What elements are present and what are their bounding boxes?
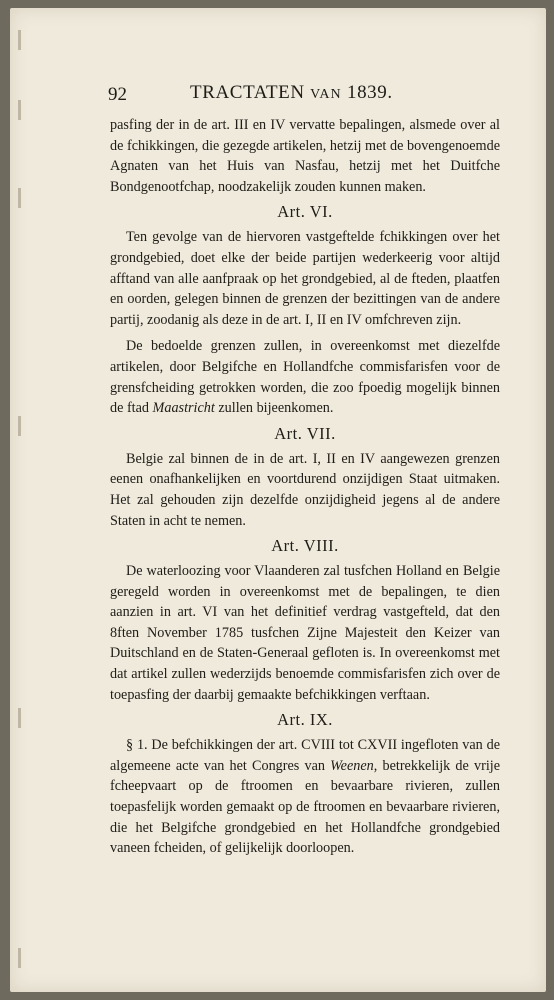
title-prefix: TRACTATEN — [190, 82, 305, 103]
margin-mark — [18, 948, 21, 968]
title-year: 1839. — [346, 82, 393, 103]
article-heading-vii: Art. VII. — [274, 423, 336, 443]
title-small: VAN — [310, 87, 342, 102]
paragraph: De waterloozing voor Vlaanderen zal tusfchen Holland en Belgie geregeld worden in overeenkomst met de bepalingen, te dien aanzien in art. VI van het definitief verdrag vastgefteld, dat den 8ften November 1785 tusfchen Zijne Majesteit den Keizer van Duitschland en de Staten-Generaal gefloten is. In overeenkomst met dat artikel zullen wederzijds benoemde commisfarisfen zich over de toepasfing der daarbij gemaakte befchikkingen verftaan. — [110, 563, 500, 703]
text-run: § 1. De befchikkingen der art. CVIII tot CXVII ingefloten van de algemeene acte van het Congres van — [110, 737, 500, 774]
italic-place-name: Maastricht — [152, 400, 215, 417]
italic-place-name: Weenen — [330, 757, 374, 774]
margin-mark — [18, 708, 21, 728]
article-heading-ix: Art. IX. — [277, 710, 333, 730]
page-number: 92 — [108, 84, 127, 105]
running-title — [190, 82, 393, 104]
paragraph: Ten gevolge van de hiervoren vastgeftelde fchikkingen over het grondgebied, doet elke der beide partijen wederkeerig voor altijd afftand van alle aanfpraak op het grondgebied, al de fteden, plaatfen en oorden, gelegen binnen de grenzen der bezittingen van de andere partij, zoodanig als deze in de art. I, II en IV omfchreven zijn. — [110, 229, 500, 328]
article-heading-vi: Art. VI. — [277, 202, 333, 222]
page-body — [110, 115, 500, 859]
margin-mark — [18, 100, 21, 120]
margin-mark — [18, 30, 21, 50]
paragraph — [110, 735, 500, 859]
paragraph — [110, 336, 500, 418]
text-run: De bedoelde grenzen zullen, in overeenkomst met diezelfde artikelen, door Belgifche en Hollandfche commisfarisfen voor de grensfcheiding getrokken worden, die zoo fpoedig mogelijk binnen de ftad — [110, 338, 500, 417]
article-heading-viii: Art. VIII. — [271, 536, 339, 556]
margin-mark — [18, 188, 21, 208]
text-run: zullen bijeenkomen. — [218, 400, 334, 417]
running-header — [108, 82, 508, 108]
paragraph: pasfing der in de art. III en IV vervatte bepalingen, alsmede over al de fchikkingen, die gezegde artikelen, hetzij met de bovengenoemde Agnaten van het Huis van Nasfau, hetzij met het Duitfche Bondgenootfchap, noodzakelijk zouden kunnen maken. — [110, 117, 500, 195]
paragraph: Belgie zal binnen de in de art. I, II en IV aangewezen grenzen eenen onafhankelijken en voortdurend onzijdigen Staat uitmaken. Het zal gehouden zijn dezelfde onzijdigheid jegens al de andere Staten in acht te nemen. — [110, 450, 500, 529]
margin-mark — [18, 416, 21, 436]
text-run: , betrekkelijk de vrije fcheepvaart op de ftroomen en bevaarbare rivieren, zullen toepasfelijk worden gemaakt op de ftroomen en bevaarbare rivieren, die het Belgifche grondgebied en het Hollandfche grondgebied vaneen fcheiden, of gelijkelijk doorloopen. — [110, 757, 501, 857]
